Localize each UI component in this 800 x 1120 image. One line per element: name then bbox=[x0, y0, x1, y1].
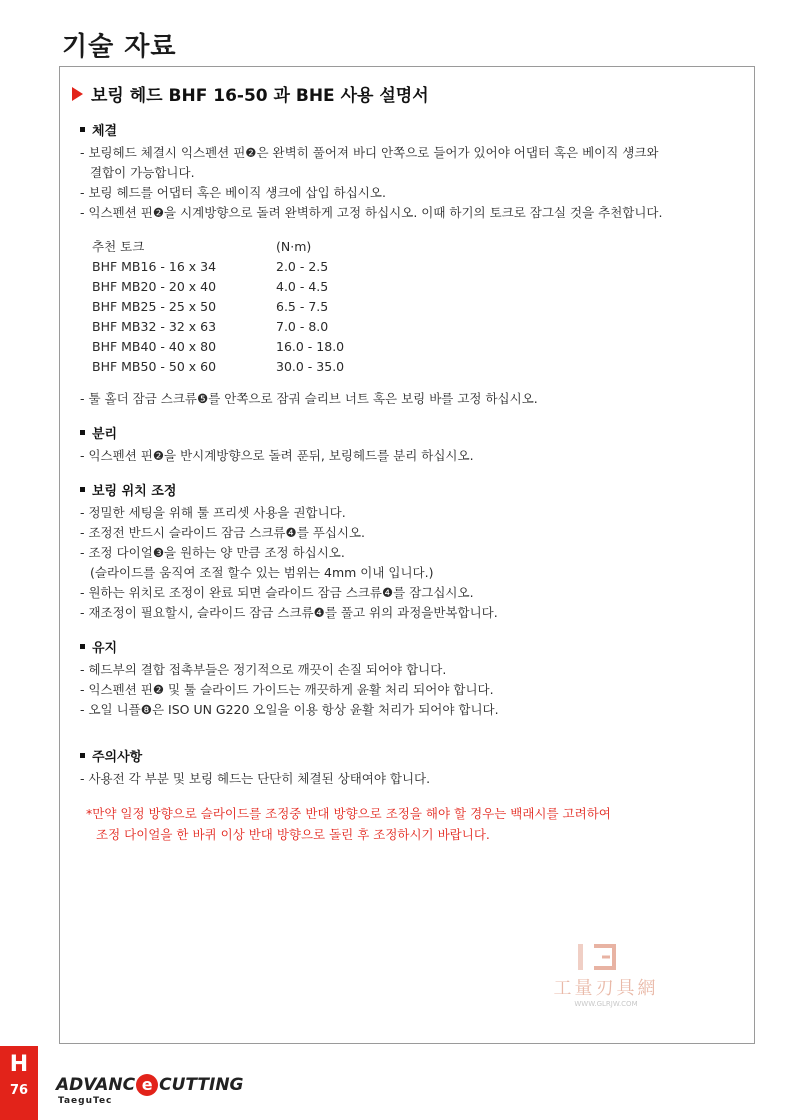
watermark-logo-icon bbox=[536, 942, 676, 972]
torque-model: BHF MB16 - 16 x 34 bbox=[92, 259, 217, 274]
spacer bbox=[80, 734, 740, 746]
warning-note bbox=[80, 803, 740, 845]
text-line: (슬라이드를 움직여 조절 할수 있는 범위는 4mm 이내 입니다.) bbox=[90, 565, 434, 580]
brand-right: CUTTING bbox=[159, 1075, 244, 1095]
section-title: 보링 위치 조정 bbox=[92, 484, 177, 499]
torque-model: BHF MB32 - 32 x 63 bbox=[92, 319, 217, 334]
torque-model: BHF MB25 - 25 x 50 bbox=[92, 299, 217, 314]
torque-value: 30.0 - 35.0 bbox=[276, 359, 345, 374]
square-bullet-icon bbox=[80, 127, 85, 132]
text-line: - 조정 다이얼❸을 원하는 양 만큼 조정 하십시오. bbox=[80, 545, 345, 560]
brand-logo bbox=[56, 1074, 244, 1106]
text-line: - 헤드부의 결합 접촉부들은 정기적으로 깨끗이 손질 되어야 합니다. bbox=[80, 662, 447, 677]
table-row bbox=[92, 257, 740, 277]
text-line: 결합이 가능합니다. bbox=[90, 165, 195, 180]
torque-value: 7.0 - 8.0 bbox=[276, 319, 329, 334]
watermark-text: 工量刃具網 bbox=[553, 978, 659, 999]
text-line: - 사용전 각 부분 및 보링 헤드는 단단히 체결된 상태여야 합니다. bbox=[80, 771, 431, 786]
section-heading bbox=[80, 480, 740, 499]
text-line: - 조정전 반드시 슬라이드 잠금 스크류❹를 푸십시오. bbox=[80, 525, 366, 540]
square-bullet-icon bbox=[80, 430, 85, 435]
section-adjust bbox=[80, 480, 740, 623]
brand-subname: TaeguTec bbox=[58, 1096, 113, 1106]
brand-left: ADVANC bbox=[56, 1075, 136, 1095]
torque-header-label: 추천 토크 bbox=[92, 239, 145, 254]
section-title: 체결 bbox=[92, 124, 118, 139]
torque-header-row bbox=[92, 237, 740, 257]
text-line: - 보링 헤드를 어댑터 혹은 베이직 섕크에 삽입 하십시오. bbox=[80, 185, 386, 200]
square-bullet-icon bbox=[80, 487, 85, 492]
torque-value: 4.0 - 4.5 bbox=[276, 279, 329, 294]
square-bullet-icon bbox=[80, 753, 85, 758]
text-line: - 원하는 위치로 조정이 완료 되면 슬라이드 잠금 스크류❹를 잠그십시오. bbox=[80, 585, 474, 600]
page-number: 76 bbox=[9, 1083, 29, 1098]
text-line: - 익스펜션 핀❷ 및 툴 슬라이드 가이드는 깨끗하게 윤활 처리 되어야 합니다. bbox=[80, 682, 494, 697]
text-line: - 보링헤드 체결시 익스펜션 핀❷은 완벽히 풀어져 바디 안쪽으로 들어가 있어야 어댑터 혹은 베이직 섕크와 bbox=[80, 145, 659, 160]
torque-header-unit: (N·m) bbox=[276, 239, 312, 254]
torque-model: BHF MB50 - 50 x 60 bbox=[92, 359, 217, 374]
page-tab bbox=[0, 1046, 38, 1120]
brand-e-icon: e bbox=[136, 1074, 158, 1096]
section-heading bbox=[80, 746, 740, 765]
torque-table bbox=[92, 237, 740, 377]
torque-value: 6.5 - 7.5 bbox=[276, 299, 329, 314]
table-row bbox=[92, 277, 740, 297]
section-heading bbox=[80, 637, 740, 656]
doc-subtitle-text: 보링 헤드 BHF 16-50 과 BHE 사용 설명서 bbox=[91, 86, 429, 106]
warning-line: *만약 일정 방향으로 슬라이드를 조정중 반대 방향으로 조정을 해야 할 경우는 백래시를 고려하여 bbox=[86, 806, 611, 821]
section-title: 주의사항 bbox=[92, 750, 143, 765]
watermark bbox=[536, 942, 676, 1016]
square-bullet-icon bbox=[80, 644, 85, 649]
torque-value: 2.0 - 2.5 bbox=[276, 259, 329, 274]
doc-subtitle bbox=[72, 81, 429, 106]
brand-wordmark bbox=[56, 1074, 244, 1096]
text-line: - 재조정이 필요할시, 슬라이드 잠금 스크류❹를 풀고 위의 과정을반복합니다. bbox=[80, 605, 498, 620]
table-row bbox=[92, 337, 740, 357]
section-title: 분리 bbox=[92, 427, 118, 442]
torque-model: BHF MB20 - 20 x 40 bbox=[92, 279, 217, 294]
section-heading bbox=[80, 120, 740, 139]
section-separate bbox=[80, 423, 740, 466]
warning-line: 조정 다이얼을 한 바퀴 이상 반대 방향으로 돌린 후 조정하시기 바랍니다. bbox=[96, 827, 490, 842]
text-line: - 오일 니플❽은 ISO UN G220 오일을 이용 항상 윤활 처리가 되어야 합니다. bbox=[80, 702, 499, 717]
torque-value: 16.0 - 18.0 bbox=[276, 339, 345, 354]
section-maintain bbox=[80, 637, 740, 720]
text-line: - 정밀한 세팅을 위해 툴 프리셋 사용을 권합니다. bbox=[80, 505, 346, 520]
torque-model: BHF MB40 - 40 x 80 bbox=[92, 339, 217, 354]
page-title: 기술 자료 bbox=[62, 32, 177, 62]
triangle-bullet-icon bbox=[72, 87, 83, 101]
text-line: - 익스펜션 핀❷을 반시계방향으로 돌려 푼뒤, 보링헤드를 분리 하십시오. bbox=[80, 448, 474, 463]
section-heading bbox=[80, 423, 740, 442]
text-line: - 툴 홀더 잠금 스크류❺를 안쪽으로 잠궈 슬리브 너트 혹은 보링 바를 고정 하십시오. bbox=[80, 391, 538, 406]
section-title: 유지 bbox=[92, 641, 118, 656]
chapter-letter: H bbox=[9, 1052, 29, 1077]
table-row bbox=[92, 297, 740, 317]
table-row bbox=[92, 357, 740, 377]
doc-content bbox=[80, 120, 740, 859]
section-clamp bbox=[80, 120, 740, 409]
watermark-url: WWW.GLRJW.COM bbox=[574, 1000, 638, 1008]
text-line: - 익스펜션 핀❷을 시계방향으로 돌려 완벽하게 고정 하십시오. 이때 하기의 토크로 잠그실 것을 추천합니다. bbox=[80, 205, 663, 220]
table-row bbox=[92, 317, 740, 337]
section-caution bbox=[80, 746, 740, 845]
